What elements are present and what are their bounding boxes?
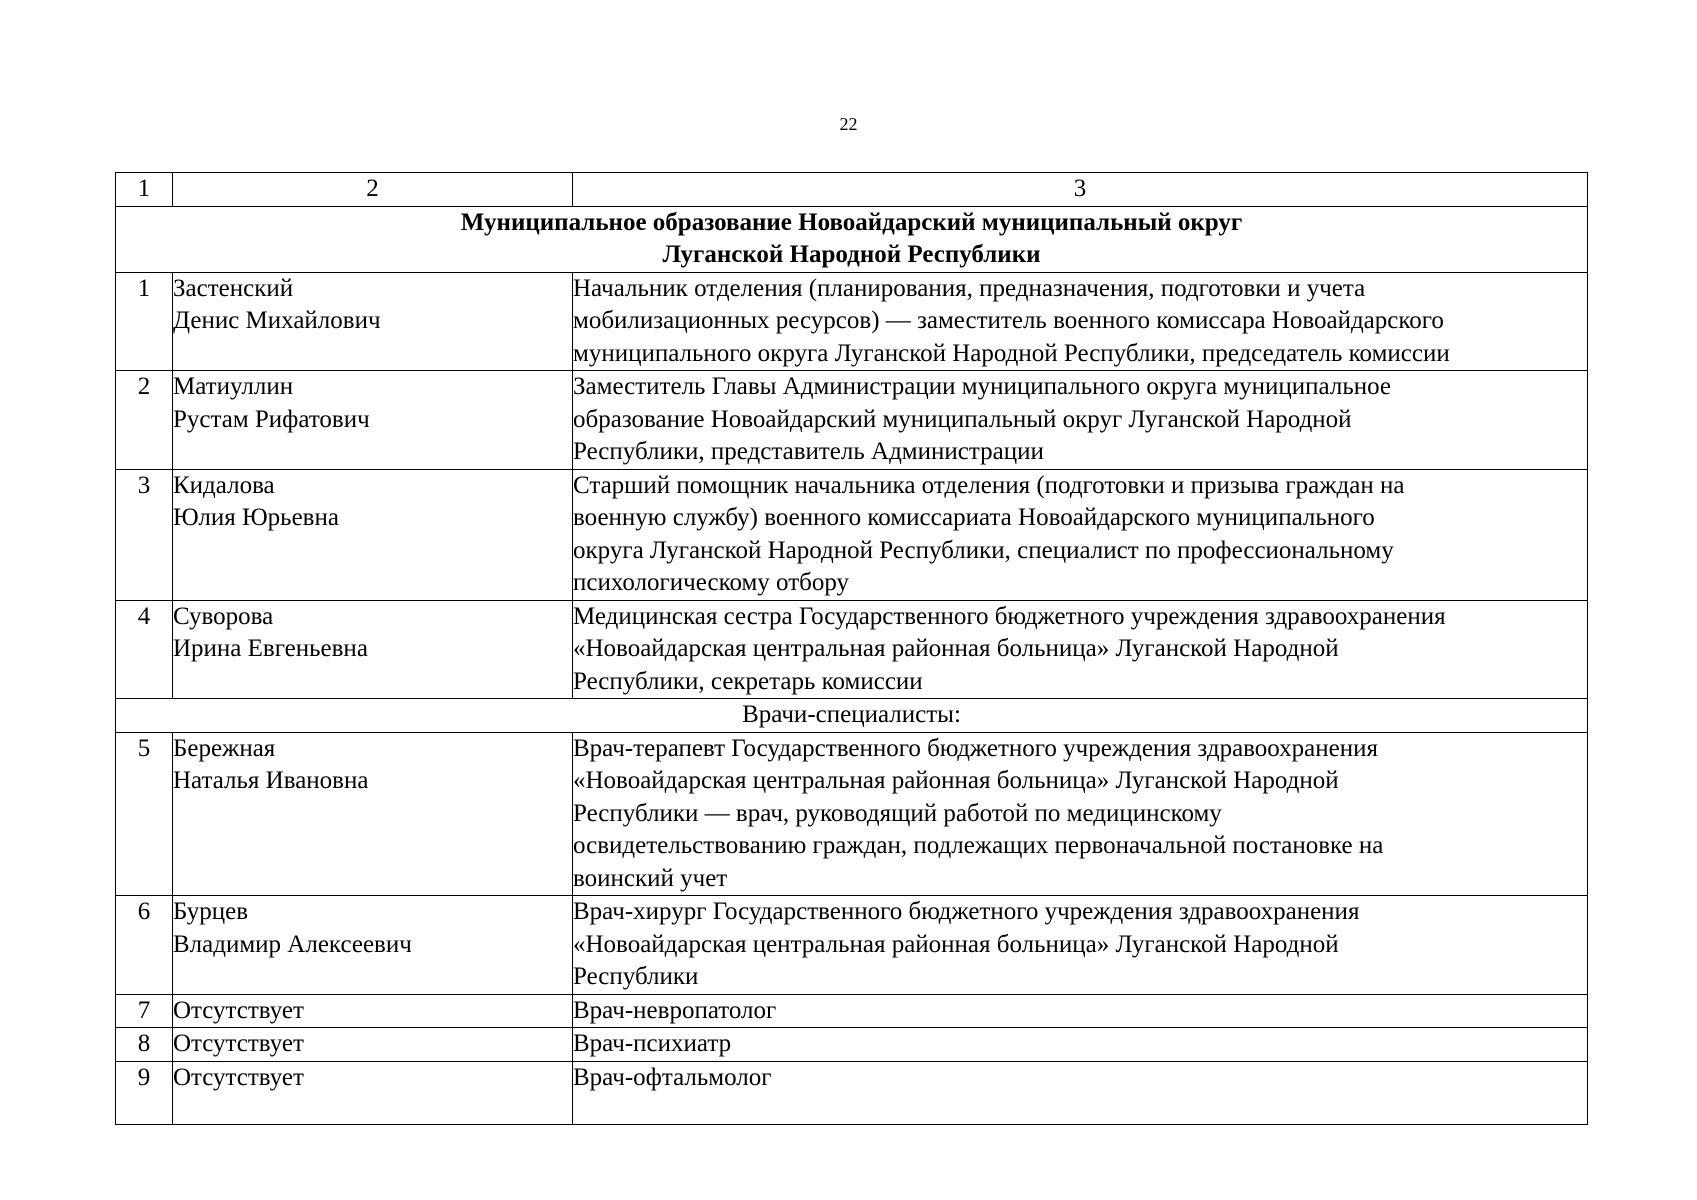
position-line: психологическому отбору bbox=[573, 569, 850, 596]
section-title-line: Муниципальное образование Новоайдарский муниципальный округ bbox=[460, 208, 1243, 236]
position-line: «Новоайдарская центральная районная больница» Луганской Народной bbox=[573, 767, 1339, 794]
member-given-names: Рустам Рифатович bbox=[173, 405, 370, 433]
table-row bbox=[116, 896, 1588, 995]
member-name bbox=[173, 600, 573, 699]
position-line: Медицинская сестра Государственного бюджетного учреждения здравоохранения bbox=[573, 602, 1446, 630]
section-title-row bbox=[116, 206, 1588, 272]
subheading: Врачи-специалисты: bbox=[116, 699, 1588, 733]
member-given-names: Наталья Ивановна bbox=[173, 767, 369, 794]
member-position bbox=[573, 1028, 1588, 1062]
position-line: Республики, секретарь комиссии bbox=[573, 667, 923, 695]
position-line: мобилизационных ресурсов) — заместитель военного комиссара Новоайдарского bbox=[573, 307, 1444, 334]
member-name bbox=[173, 1028, 573, 1062]
position-line: Врач-терапевт Государственного бюджетного учреждения здравоохранения bbox=[573, 734, 1379, 762]
position-line: Врач-психиатр bbox=[573, 1030, 732, 1057]
member-position bbox=[573, 1061, 1588, 1124]
member-position bbox=[573, 272, 1588, 371]
column-number-2: 2 bbox=[173, 173, 573, 207]
member-position bbox=[573, 469, 1588, 600]
table-row bbox=[116, 600, 1588, 699]
member-given-names: Денис Михайлович bbox=[173, 307, 381, 334]
position-line: муниципального округа Луганской Народной Республики, председатель комиссии bbox=[573, 339, 1450, 367]
member-name bbox=[173, 732, 573, 896]
position-line: воинский учет bbox=[573, 864, 728, 892]
member-surname: Кидалова bbox=[173, 471, 275, 499]
row-number: 5 bbox=[116, 732, 173, 896]
position-line: «Новоайдарская центральная районная больница» Луганской Народной bbox=[573, 930, 1339, 958]
member-name bbox=[173, 371, 573, 470]
position-line: Заместитель Главы Администрации муниципального округа муниципальное bbox=[573, 373, 1392, 400]
row-number: 8 bbox=[116, 1028, 173, 1062]
table-row bbox=[116, 732, 1588, 896]
position-line: Врач-офтальмолог bbox=[573, 1063, 772, 1091]
position-line: военную службу) военного комиссариата Новоайдарского муниципального bbox=[573, 504, 1375, 531]
row-number: 9 bbox=[116, 1061, 173, 1124]
position-line: освидетельствованию граждан, подлежащих первоначальной постановке на bbox=[573, 832, 1384, 859]
member-position bbox=[573, 896, 1588, 995]
member-name bbox=[173, 994, 573, 1028]
member-position bbox=[573, 371, 1588, 470]
column-number-3: 3 bbox=[573, 173, 1588, 207]
member-given-names: Юлия Юрьевна bbox=[173, 504, 339, 531]
member-status: Отсутствует bbox=[173, 996, 304, 1024]
member-position bbox=[573, 732, 1588, 896]
section-title-line: Луганской Народной Республики bbox=[662, 241, 1041, 268]
member-given-names: Владимир Алексеевич bbox=[173, 930, 412, 958]
position-line: образование Новоайдарский муниципальный округ Луганской Народной bbox=[573, 405, 1352, 433]
row-number: 3 bbox=[116, 469, 173, 600]
member-status: Отсутствует bbox=[173, 1063, 304, 1091]
member-position bbox=[573, 600, 1588, 699]
member-name bbox=[173, 1061, 573, 1124]
member-surname: Суворова bbox=[173, 602, 274, 630]
position-line: Республики, представитель Администрации bbox=[573, 438, 1044, 465]
member-surname: Матиуллин bbox=[173, 373, 294, 400]
position-line: Врач-невропатолог bbox=[573, 996, 777, 1024]
member-name bbox=[173, 896, 573, 995]
member-surname: Бурцев bbox=[173, 898, 249, 925]
section-title bbox=[116, 206, 1588, 272]
member-given-names: Ирина Евгеньевна bbox=[173, 635, 368, 662]
row-number: 2 bbox=[116, 371, 173, 470]
table-row bbox=[116, 994, 1588, 1028]
member-name bbox=[173, 469, 573, 600]
member-surname: Бережная bbox=[173, 734, 276, 762]
page-number: 22 bbox=[839, 114, 858, 134]
row-number: 1 bbox=[116, 272, 173, 371]
member-position bbox=[573, 994, 1588, 1028]
row-number: 7 bbox=[116, 994, 173, 1028]
column-number-1: 1 bbox=[116, 173, 173, 207]
subheading-row bbox=[116, 699, 1588, 733]
column-number-row bbox=[116, 173, 1588, 207]
table-row bbox=[116, 469, 1588, 600]
table-row bbox=[116, 1028, 1588, 1062]
row-number: 4 bbox=[116, 600, 173, 699]
table-row bbox=[116, 371, 1588, 470]
position-line: округа Луганской Народной Республики, специалист по профессиональному bbox=[573, 536, 1394, 564]
member-surname: Застенский bbox=[173, 274, 294, 302]
table-row bbox=[116, 272, 1588, 371]
row-number: 6 bbox=[116, 896, 173, 995]
member-name bbox=[173, 272, 573, 371]
position-line: Старший помощник начальника отделения (подготовки и призыва граждан на bbox=[573, 471, 1405, 499]
position-line: Республики — врач, руководящий работой по медицинскому bbox=[573, 799, 1222, 827]
commission-table bbox=[115, 172, 1588, 1125]
position-line: Республики bbox=[573, 963, 699, 990]
table-row bbox=[116, 1061, 1588, 1124]
member-status: Отсутствует bbox=[173, 1030, 304, 1057]
position-line: «Новоайдарская центральная районная больница» Луганской Народной bbox=[573, 635, 1339, 662]
position-line: Врач-хирург Государственного бюджетного учреждения здравоохранения bbox=[573, 898, 1360, 925]
position-line: Начальник отделения (планирования, предназначения, подготовки и учета bbox=[573, 274, 1366, 302]
